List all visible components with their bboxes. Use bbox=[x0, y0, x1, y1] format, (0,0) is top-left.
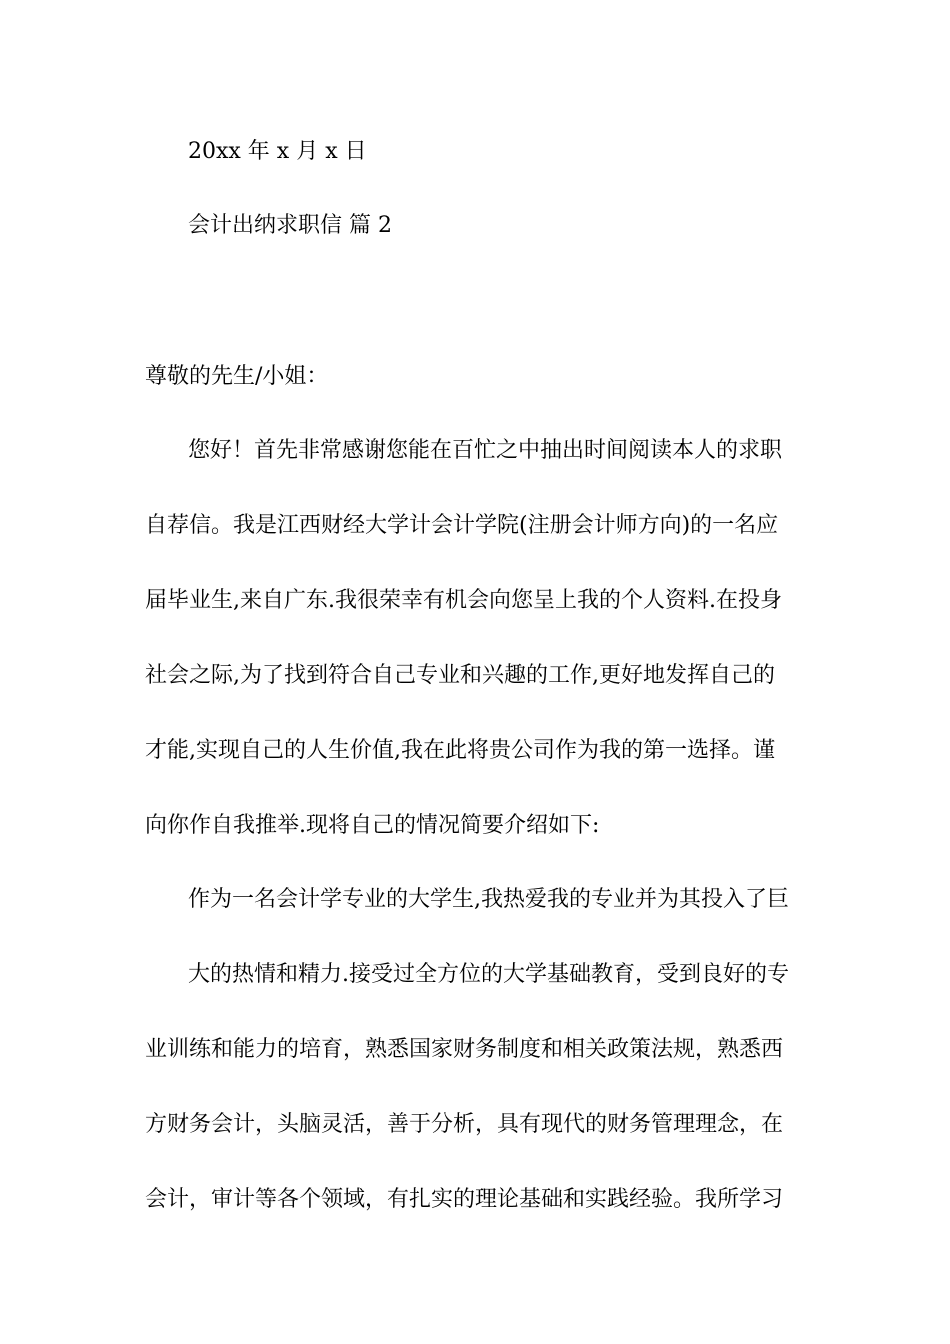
body-line: 方财务会计，头脑灵活，善于分析，具有现代的财务管理理念，在 bbox=[145, 1112, 784, 1137]
body-line: 作为一名会计学专业的大学生,我热爱我的专业并为其投入了巨 bbox=[188, 887, 789, 912]
body-line: 自荐信。我是江西财经大学计会计学院(注册会计师方向)的一名应 bbox=[145, 513, 779, 538]
body-line: 才能,实现自己的人生价值,我在此将贵公司作为我的第一选择。谨 bbox=[145, 738, 775, 763]
body-line: 会计，审计等各个领域，有扎实的理论基础和实践经验。我所学习 bbox=[145, 1187, 784, 1212]
section-title: 会计出纳求职信 篇 2 bbox=[188, 213, 392, 238]
salutation: 尊敬的先生/小姐： bbox=[145, 364, 329, 389]
body-line: 业训练和能力的培育，熟悉国家财务制度和相关政策法规，熟悉西 bbox=[145, 1037, 784, 1062]
body-line: 社会之际,为了找到符合自己专业和兴趣的工作,更好地发挥自己的 bbox=[145, 663, 775, 688]
date-line: 20xx 年 x 月 x 日 bbox=[188, 139, 367, 164]
body-line: 向你作自我推举.现将自己的情况简要介绍如下: bbox=[145, 813, 600, 838]
body-line: 大的热情和精力.接受过全方位的大学基础教育，受到良好的专 bbox=[188, 962, 789, 987]
body-line: 届毕业生,来自广东.我很荣幸有机会向您呈上我的个人资料.在投身 bbox=[145, 588, 782, 613]
body-line: 您好！首先非常感谢您能在百忙之中抽出时间阅读本人的求职 bbox=[188, 438, 783, 463]
